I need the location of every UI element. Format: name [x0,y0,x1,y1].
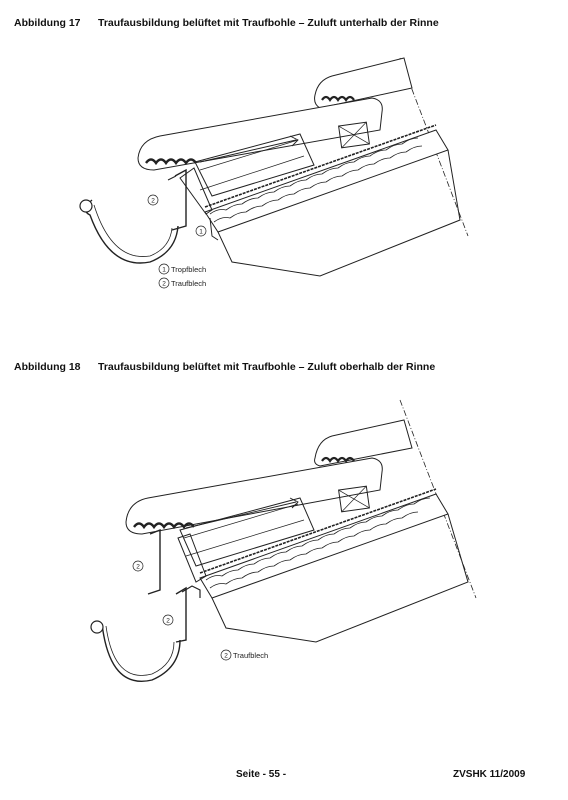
figure-18-number: Abbildung 18 [14,361,81,373]
figure-18-legend-num-1: 2 [224,652,228,660]
figure-18-legend-text-1: Traufblech [233,651,269,660]
figure-17-legend-text-1: Tropfblech [171,265,207,274]
figure-18-callout-2a: 2 [136,563,140,571]
figure-18-legend [221,650,268,660]
figure-17-number: Abbildung 17 [14,17,81,29]
figure-18-callout-2b: 2 [166,617,170,625]
figure-17-callout-2: 2 [151,197,155,205]
page-number: Seite - 55 - [236,769,287,780]
figure-17-callout-1: 1 [199,228,203,236]
figure-18-title: Traufausbildung belüftet mit Traufbohle – Zuluft oberhalb der Rinne [98,361,436,373]
figure-17-legend-text-2: Traufblech [171,279,207,288]
figure-17-title: Traufausbildung belüftet mit Traufbohle – Zuluft unterhalb der Rinne [98,17,439,29]
journal-reference: ZVSHK 11/2009 [453,769,526,780]
figure-17-legend-num-2: 2 [162,280,166,288]
figure-17-legend-num-1: 1 [162,266,166,274]
